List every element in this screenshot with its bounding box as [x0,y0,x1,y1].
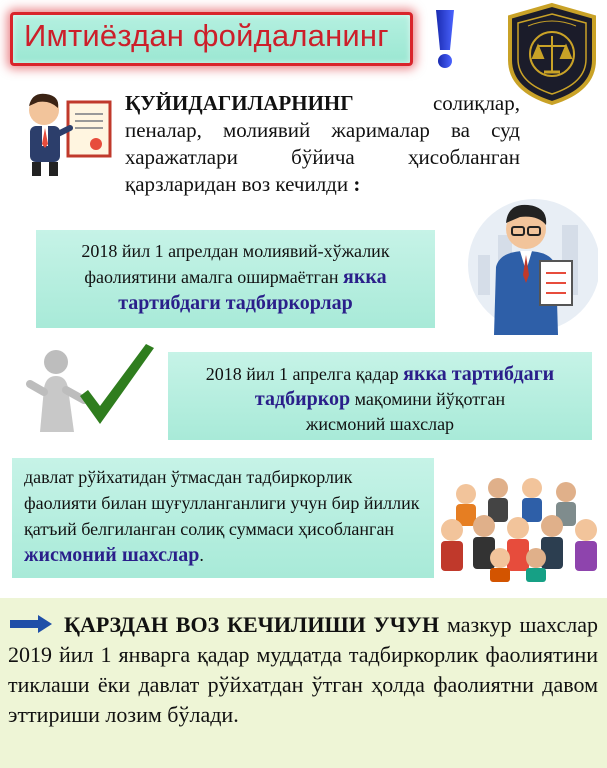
page-title: Имтиёздан фойдаланинг [24,18,389,53]
bottom-lead: ҚАРЗДАН ВОЗ КЕЧИЛИШИ УЧУН [64,612,440,637]
figure-with-checkmark-icon [22,340,162,440]
right-arrow-icon [8,614,54,634]
box3-text [24,464,424,568]
box3-body: давлат рўйхатидан ўтмасдан тадбиркорлик фаолияти билан шуғулланганлиги учун бир йиллик қатъий белгиланган солиқ суммаси ҳисобланган [24,467,420,539]
box1-line1: 2018 йил 1 апрелдан молиявий-хўжалик [81,241,390,261]
box3-highlight: жисмоний шахслар [24,544,200,566]
intro-body: солиқлар, пеналар, молиявий жарималар ва суд харажатлари бўйича ҳисобланган қарзларидан воз кечилди [125,91,520,196]
bottom-body: мазкур шахслар 2019 йил 1 январга қадар муддатда тадбиркорлик фаолиятини тиклаши ёки давлат рўйхатдан ўтган ҳолда фаолиятни давом эттириши лозим бўлади. [8,612,599,727]
crowd-of-people-icon [436,470,604,582]
box2-text [168,362,592,437]
box1-line2: фаолиятини амалга оширмаётган [84,267,339,287]
box3-end: . [199,545,204,565]
man-with-certificate-icon [18,88,116,178]
box2-post: мақомини йўқотган [354,389,506,409]
bottom-paragraph [8,610,598,730]
box2-pre: 2018 йил 1 апрелга қадар [205,364,399,384]
box1-text [36,238,435,316]
businessman-with-clipboard-icon [438,195,598,335]
exclamation-icon [430,8,460,70]
box2-highlight-2: тадбиркор [254,388,351,410]
box1-highlight-1: якка [343,266,387,288]
box2-line3: жисмоний шахслар [305,414,455,434]
intro-lead: ҚУЙИДАГИЛАРНИНГ [125,91,354,115]
intro-end: : [353,172,361,196]
box2-highlight-1: якка тартибдаги [403,363,555,385]
box1-highlight-2: тартибдаги тадбиркорлар [118,292,353,314]
intro-paragraph [125,90,520,198]
